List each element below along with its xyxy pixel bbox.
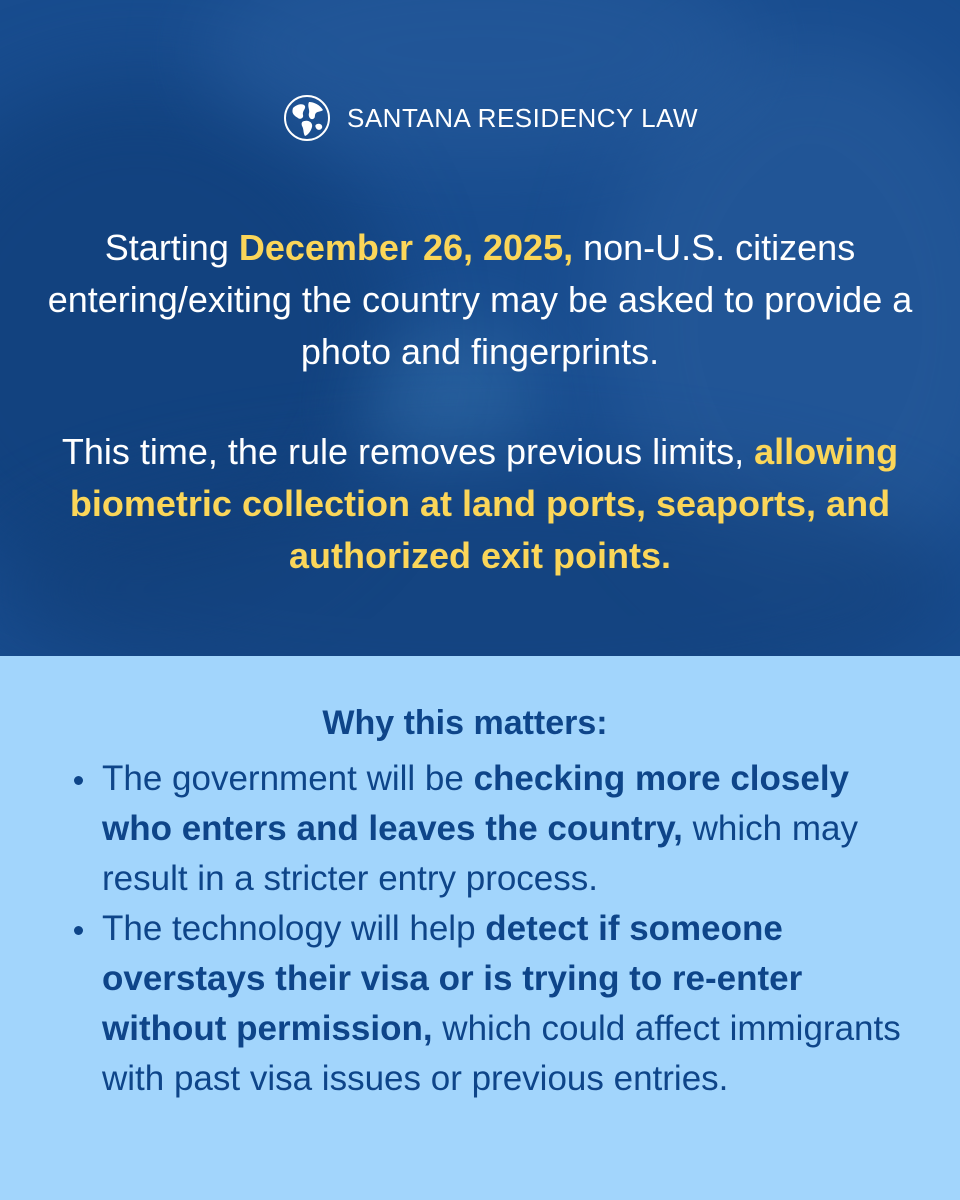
- item-text: which may result in a stricter entry process.: [102, 809, 858, 898]
- highlighted-date: December 26, 2025,: [238, 227, 574, 268]
- intro-paragraph-2: [40, 426, 920, 582]
- intro-paragraph-1: [40, 222, 920, 378]
- list-item: [102, 904, 922, 1104]
- intro-text-segment: Starting: [104, 227, 239, 268]
- item-bold-text: detect if someone overstays their visa or is trying to re-enter without permission,: [102, 909, 803, 1048]
- why-section: [0, 656, 960, 1200]
- intro-text-segment: non-U.S. citizens entering/exiting the country may be asked to provide a photo and fingerprints.: [47, 227, 913, 372]
- bullet-icon: [74, 776, 83, 785]
- globe-icon: [283, 94, 331, 142]
- section-heading: Why this matters:: [322, 704, 608, 742]
- intro-text-segment: This time, the rule removes previous limits,: [61, 431, 755, 472]
- brand-name: SANTANA RESIDENCY LAW: [347, 102, 698, 133]
- bullet-icon: [74, 926, 83, 935]
- brand-logo: [283, 94, 698, 142]
- item-text: The government will be: [102, 759, 474, 798]
- item-text: which could affect immigrants with past visa issues or previous entries.: [102, 1009, 901, 1098]
- bullet-list: [102, 754, 922, 1104]
- intro-text: [40, 222, 920, 582]
- highlighted-text: allowing biometric collection at land ports, seaports, and authorized exit points.: [69, 431, 899, 576]
- list-item: [102, 754, 922, 904]
- item-text: The technology will help: [102, 909, 486, 948]
- item-bold-text: checking more closely who enters and leaves the country,: [102, 759, 850, 848]
